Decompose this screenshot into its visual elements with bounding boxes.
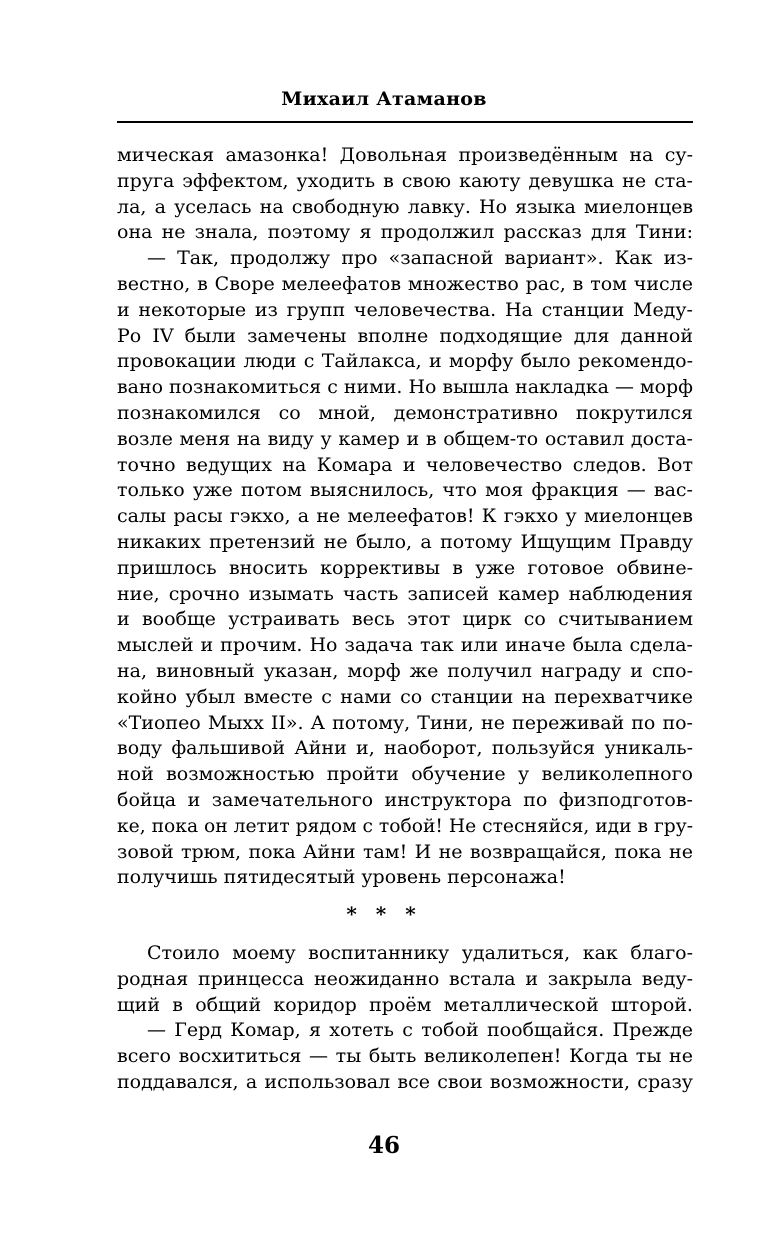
section-separator: * * *	[346, 902, 422, 926]
text-line: салы расы гэкхо, а не мелеефатов! К гэкхо у миелонцев	[117, 505, 693, 528]
text-line: ной возможностью пройти обучение у великолепного	[117, 763, 693, 786]
text-line: мыслей и прочим. Но задача так или иначе была сдела-	[117, 634, 693, 657]
text-line: ла, а уселась на свободную лавку. Но языка миелонцев	[117, 195, 693, 218]
text-line: ке, пока он летит рядом с тобой! Не стесняйся, иди в гру-	[117, 814, 693, 837]
text-line: пруга эффектом, уходить в свою каюту девушка не ста-	[117, 169, 693, 192]
text-line: познакомился со мной, демонстративно покрутился	[117, 401, 693, 424]
text-line: поддавался, а использовал все свои возможности, сразу	[117, 1070, 693, 1093]
body-text-bottom	[117, 941, 693, 1096]
text-line: получишь пятидесятый уровень персонажа!	[117, 866, 566, 889]
text-line: она не знала, поэтому я продолжил рассказ для Тини:	[117, 221, 693, 244]
text-line: на, виновный указан, морф же получил награду и спо-	[117, 659, 693, 682]
text-line: Ро IV были замечены вполне подходящие для данной	[117, 324, 693, 347]
text-line: вано познакомиться с ними. Но вышла накладка — морф	[117, 376, 693, 399]
text-line: никаких претензий не было, а потому Ищущим Правду	[117, 530, 693, 553]
text-line: родная принцесса неожиданно встала и закрыла веду-	[117, 967, 693, 990]
text-line: и вообще устраивать весь этот цирк со считыванием	[117, 608, 693, 631]
text-line: точно ведущих на Комара и человечество следов. Вот	[117, 453, 693, 476]
text-line: вестно, в Своре мелеефатов множество рас, в том числе	[117, 272, 693, 295]
text-line: ние, срочно изымать часть записей камер наблюдения	[117, 582, 693, 605]
text-line: и некоторые из групп человечества. На станции Меду-	[117, 298, 693, 321]
text-line: «Тиопео Мыхх II». А потому, Тини, не переживай по по-	[117, 711, 693, 734]
text-line: мическая амазонка! Довольная произведённым на су-	[117, 144, 693, 166]
header-rule	[117, 121, 693, 123]
text-line: пришлось вносить коррективы в уже готовое обвине-	[117, 556, 693, 579]
running-head-author: Михаил Атаманов	[281, 88, 487, 110]
page-number: 46	[367, 1132, 400, 1159]
text-line: — Так, продолжу про «запасной вариант». Как из-	[147, 247, 693, 270]
text-line: только уже потом выяснилось, что моя фракция — вас-	[117, 479, 693, 502]
text-line: Стоило моему воспитаннику удалиться, как благо-	[147, 942, 693, 964]
body-text-top	[117, 143, 693, 891]
text-line: бойца и замечательного инструктора по физподготов-	[117, 788, 693, 811]
text-line: — Герд Комар, я хотеть с тобой пообщайся. Прежде	[147, 1019, 693, 1042]
text-line: щий в общий коридор проём металлической шторой.	[117, 993, 693, 1016]
text-line: возле меня на виду у камер и в общем-то оставил доста-	[117, 427, 693, 450]
text-line: всего восхититься — ты быть великолепен! Когда ты не	[117, 1045, 693, 1068]
text-line: зовой трюм, пока Айни там! И не возвращайся, пока не	[117, 840, 693, 863]
text-line: койно убыл вместе с нами со станции на перехватчике	[117, 685, 693, 708]
text-line: воду фальшивой Айни и, наоборот, пользуйся уникаль-	[117, 737, 693, 760]
text-line: провокации люди с Тайлакса, и морфу было рекомендо-	[117, 350, 693, 373]
